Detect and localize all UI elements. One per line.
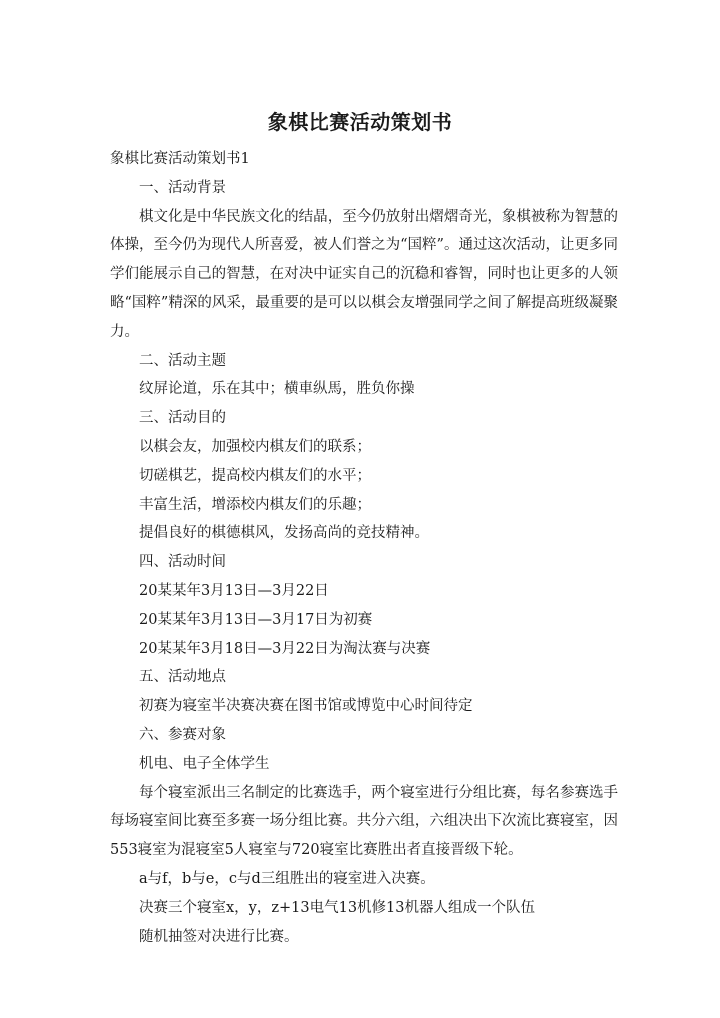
paragraph-finals: a与f，b与e，c与d三组胜出的寝室进入决赛。 [139,870,435,887]
section-heading-participants: 六、参赛对象 [139,726,226,743]
purpose-item: 以棋会友，加强校内棋友们的联系； [139,438,371,455]
subtitle: 象棋比赛活动策划书1 [110,151,250,167]
section-heading-background: 一、活动背景 [139,179,226,196]
section-heading-purpose: 三、活动目的 [139,410,226,427]
paragraph-draw: 随机抽签对决进行比赛。 [139,928,299,945]
section-heading-theme: 二、活动主题 [139,352,226,369]
paragraph-location: 初赛为寝室半决赛决赛在图书馆或博览中心时间待定 [139,698,473,715]
paragraph-background: 棋文化是中华民族文化的结晶，至今仍放射出熠熠奇光，象棋被称为智慧的体操，至今仍为现代人所喜爱，被人们誉之为“国粹”。通过这次活动，让更多同学们能展示自己的智慧，在对决中证实自己的沉稳和睿智，同时也让更多的人领略“国粹”精深的风采，最重要的是可以以棋会友增强同学之间了解提高班级凝聚力。 [110,208,618,340]
purpose-item: 切磋棋艺，提高校内棋友们的水平； [139,467,371,484]
document-title: 象棋比赛活动策划书 [267,110,453,134]
paragraph-rules: 每个寝室派出三名制定的比赛选手，两个寝室进行分组比赛，每名参赛选手每场寝室间比赛至多赛一场分组比赛。共分六组，六组决出下次流比赛寝室，因553寝室为混寝室5人寝室与720寝室比赛胜出者直接晋级下轮。 [110,784,618,859]
paragraph-finals-teams: 决赛三个寝室x，y，z+13电气13机修13机器人组成一个队伍 [139,899,536,916]
section-heading-location: 五、活动地点 [139,669,226,686]
time-item: 20某某年3月13日—3月17日为初赛 [139,611,373,628]
time-item: 20某某年3月13日—3月22日 [139,582,329,599]
time-item: 20某某年3月18日—3月22日为淘汰赛与决赛 [139,640,431,657]
purpose-item: 丰富生活，增添校内棋友们的乐趣； [139,496,371,513]
section-heading-time: 四、活动时间 [139,554,226,571]
paragraph-participants: 机电、电子全体学生 [139,755,270,772]
paragraph-theme: 纹屏论道，乐在其中；横車纵馬，胜负你操 [139,381,415,398]
purpose-item: 提倡良好的棋德棋风，发扬高尚的竞技精神。 [139,525,429,542]
document-body [110,145,618,951]
